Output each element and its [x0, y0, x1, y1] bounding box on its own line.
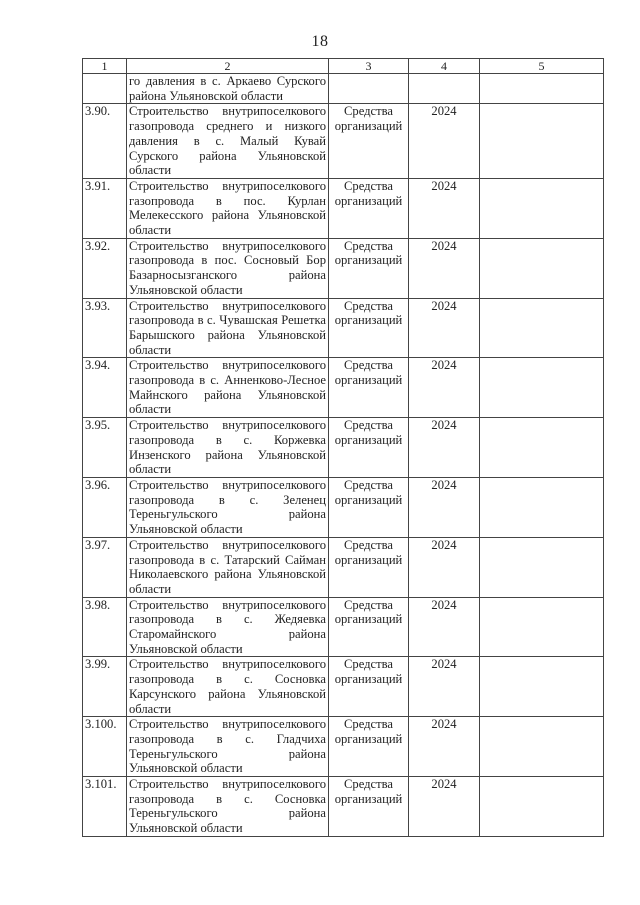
row-year: 2024	[409, 597, 480, 657]
row-number: 3.101.	[83, 777, 127, 837]
table-row	[83, 418, 604, 478]
table-row-continuation	[83, 74, 604, 104]
table-row	[83, 238, 604, 298]
table-header-row	[83, 59, 604, 74]
row-note	[480, 74, 604, 104]
row-name: Строительство внутрипоселкового газопровода в пос. Сосновый Бор Базарносызганского района Ульяновской области	[127, 238, 329, 298]
row-name: Строительство внутрипоселкового газопровода в с. Сосновка Карсунского района Ульяновской области	[127, 657, 329, 717]
row-year: 2024	[409, 178, 480, 238]
row-note	[480, 358, 604, 418]
column-header-year: 4	[409, 59, 480, 74]
row-number: 3.99.	[83, 657, 127, 717]
row-name: Строительство внутрипоселкового газопровода в с. Гладчиха Тереньгульского района Ульяновской области	[127, 717, 329, 777]
table-row	[83, 777, 604, 837]
row-source: Средства организаций	[329, 657, 409, 717]
row-name: Строительство внутрипоселкового газопровода среднего и низкого давления в с. Малый Кувай Сурского района Ульяновской области	[127, 104, 329, 179]
row-source: Средства организаций	[329, 597, 409, 657]
row-number: 3.100.	[83, 717, 127, 777]
row-number: 3.91.	[83, 178, 127, 238]
row-source: Средства организаций	[329, 418, 409, 478]
table-row	[83, 358, 604, 418]
row-note	[480, 477, 604, 537]
row-number: 3.97.	[83, 537, 127, 597]
page-number: 18	[311, 33, 329, 50]
row-source: Средства организаций	[329, 537, 409, 597]
row-source: Средства организаций	[329, 777, 409, 837]
row-year: 2024	[409, 358, 480, 418]
row-name: Строительство внутрипоселкового газопровода в с. Чувашская Решетка Барышского района Ульяновской области	[127, 298, 329, 358]
row-name: Строительство внутрипоселкового газопровода в с. Коржевка Инзенского района Ульяновской области	[127, 418, 329, 478]
row-year: 2024	[409, 298, 480, 358]
row-number: 3.92.	[83, 238, 127, 298]
row-name: Строительство внутрипоселкового газопровода в с. Зеленец Тереньгульского района Ульяновской области	[127, 477, 329, 537]
row-number: 3.94.	[83, 358, 127, 418]
table-row	[83, 104, 604, 179]
row-note	[480, 717, 604, 777]
row-number	[83, 74, 127, 104]
row-year: 2024	[409, 657, 480, 717]
row-number: 3.93.	[83, 298, 127, 358]
row-year: 2024	[409, 537, 480, 597]
row-source: Средства организаций	[329, 358, 409, 418]
row-year: 2024	[409, 717, 480, 777]
row-name: Строительство внутрипоселкового газопровода в с. Сосновка Тереньгульского района Ульяновской области	[127, 777, 329, 837]
row-note	[480, 777, 604, 837]
table-row	[83, 537, 604, 597]
table-row	[83, 657, 604, 717]
row-source: Средства организаций	[329, 298, 409, 358]
table-row	[83, 178, 604, 238]
row-note	[480, 418, 604, 478]
column-header-source: 3	[329, 59, 409, 74]
row-note	[480, 178, 604, 238]
row-name: Строительство внутрипоселкового газопровода в с. Жедяевка Старомайнского района Ульяновской области	[127, 597, 329, 657]
row-year: 2024	[409, 477, 480, 537]
row-source: Средства организаций	[329, 178, 409, 238]
row-note	[480, 537, 604, 597]
row-source: Средства организаций	[329, 477, 409, 537]
row-number: 3.90.	[83, 104, 127, 179]
row-note	[480, 298, 604, 358]
table-row	[83, 298, 604, 358]
row-year: 2024	[409, 777, 480, 837]
row-number: 3.95.	[83, 418, 127, 478]
row-name: Строительство внутрипоселкового газопровода в пос. Курлан Мелекесского района Ульяновской области	[127, 178, 329, 238]
table-row	[83, 717, 604, 777]
row-year: 2024	[409, 104, 480, 179]
row-note	[480, 238, 604, 298]
row-number: 3.96.	[83, 477, 127, 537]
row-source	[329, 74, 409, 104]
row-source: Средства организаций	[329, 238, 409, 298]
row-note	[480, 657, 604, 717]
row-name: Строительство внутрипоселкового газопровода в с. Анненково-Лесное Майнского района Ульяновской области	[127, 358, 329, 418]
row-source: Средства организаций	[329, 717, 409, 777]
row-name: Строительство внутрипоселкового газопровода в с. Татарский Сайман Николаевского района Ульяновской области	[127, 537, 329, 597]
table-row	[83, 597, 604, 657]
column-header-number: 1	[83, 59, 127, 74]
row-year: 2024	[409, 238, 480, 298]
row-note	[480, 597, 604, 657]
row-year: 2024	[409, 418, 480, 478]
gasification-plan-table	[82, 58, 604, 837]
table-row	[83, 477, 604, 537]
row-source: Средства организаций	[329, 104, 409, 179]
column-header-note: 5	[480, 59, 604, 74]
row-note	[480, 104, 604, 179]
row-number: 3.98.	[83, 597, 127, 657]
row-year	[409, 74, 480, 104]
row-name: го давления в с. Аркаево Сурского района Ульяновской области	[127, 74, 329, 104]
column-header-name: 2	[127, 59, 329, 74]
